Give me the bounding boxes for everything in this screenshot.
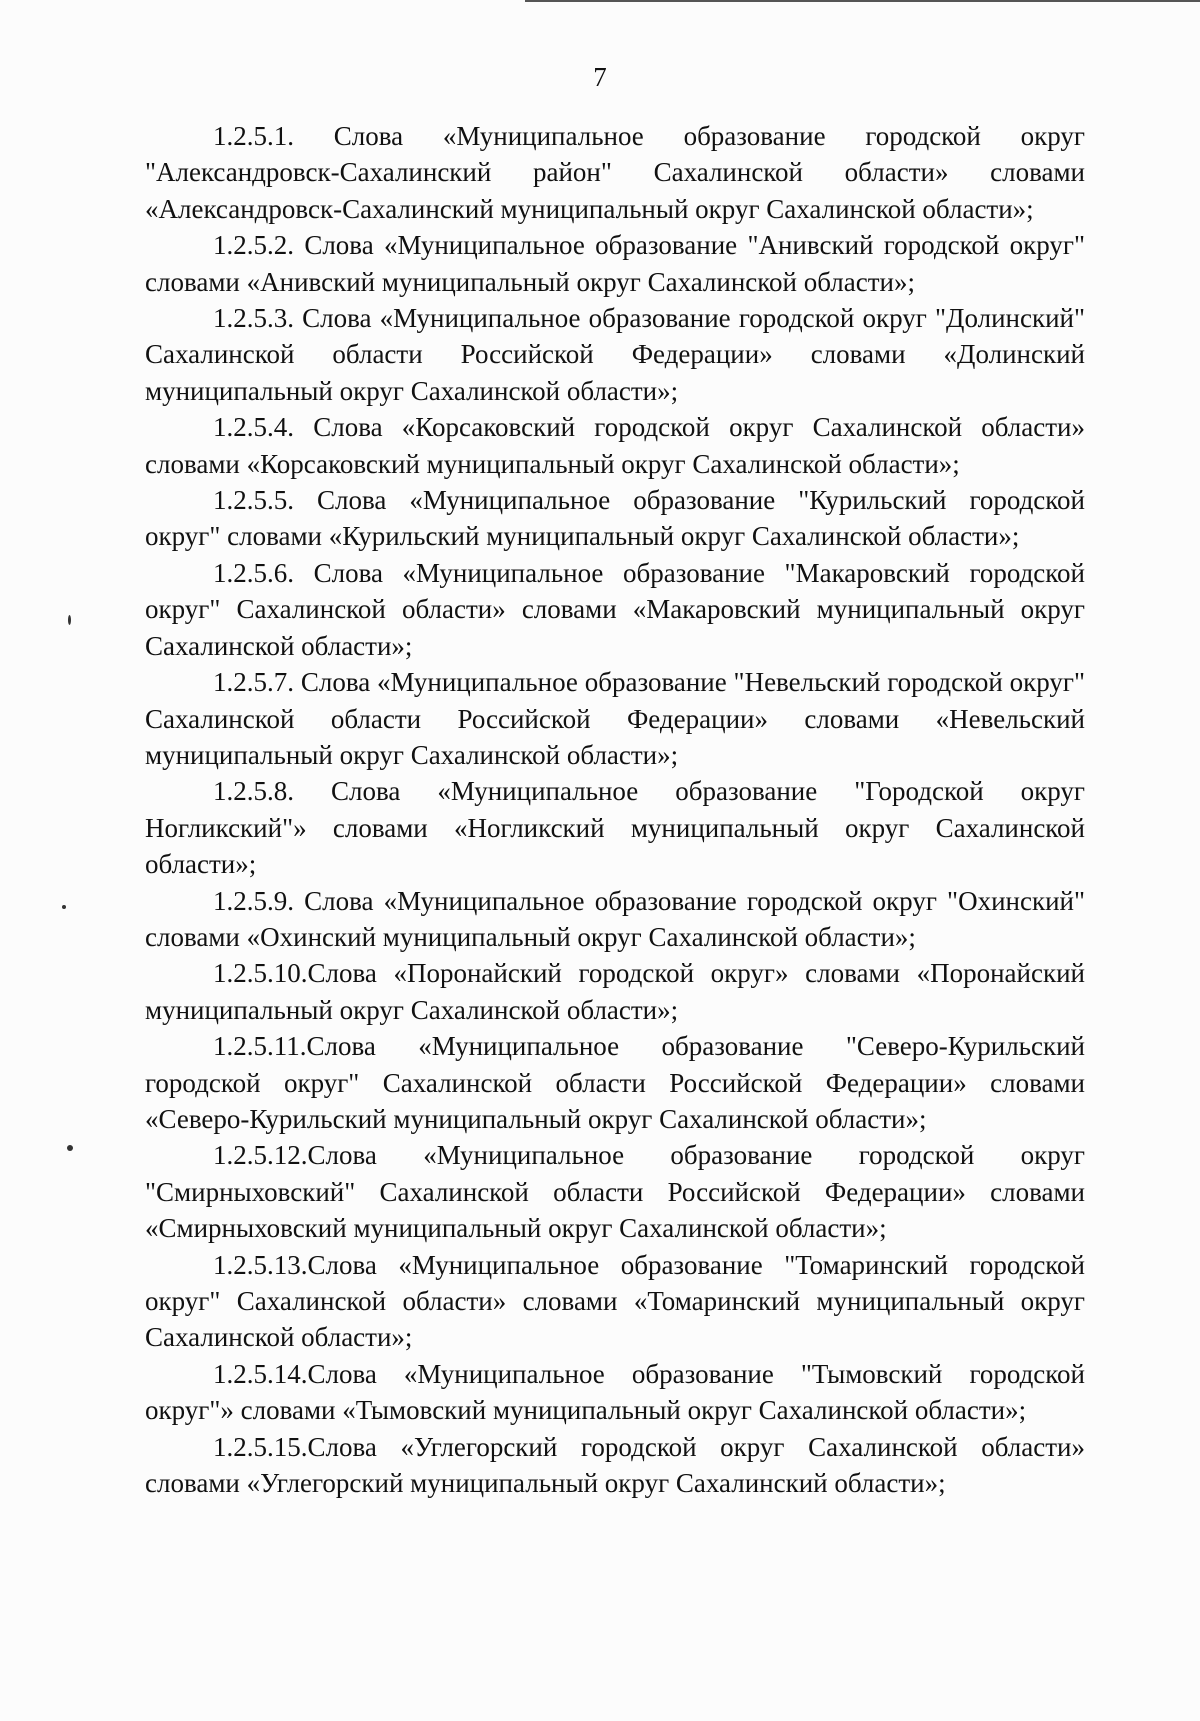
clause-1-2-5-9: 1.2.5.9. Слова «Муниципальное образование городской округ "Охинский" словами «Охинский муниципальный округ Сахалинской области»;: [145, 885, 1085, 952]
clause-1-2-5-10: 1.2.5.10.Слова «Поронайский городской округ» словами «Поронайский муниципальный округ Сахалинской области»;: [145, 958, 1085, 1025]
document-body: [145, 118, 1085, 1501]
clause-1-2-5-3: 1.2.5.3. Слова «Муниципальное образование городской округ "Долинский" Сахалинской области Российской Федерации» словами «Долинский муниципальный округ Сахалинской области»;: [145, 303, 1085, 406]
clause-1-2-5-15: 1.2.5.15.Слова «Углегорский городской округ Сахалинской области» словами «Углегорский муниципальный округ Сахалинский области»;: [145, 1431, 1085, 1499]
clause-1-2-5-7: 1.2.5.7. Слова «Муниципальное образование "Невельский городской округ" Сахалинской области Российской Федерации» словами «Невельский муниципальный округ Сахалинской области»;: [145, 667, 1085, 770]
clause-1-2-5-6: 1.2.5.6. Слова «Муниципальное образование "Макаровский городской округ" Сахалинской области» словами «Макаровский муниципальный округ Сахалинской области»;: [145, 557, 1085, 661]
clause-1-2-5-4: 1.2.5.4. Слова «Корсаковский городской округ Сахалинской области» словами «Корсаковский муниципальный округ Сахалинской области»;: [145, 412, 1085, 479]
clause-1-2-5-14: 1.2.5.14.Слова «Муниципальное образование "Тымовский городской округ"» словами «Тымовский муниципальный округ Сахалинской области»;: [145, 1358, 1085, 1426]
top-rule: [525, 0, 1200, 2]
clause-1-2-5-11: 1.2.5.11.Слова «Муниципальное образование "Северо-Курильский городской округ" Сахалинской области Российской Федерации» словами «Северо-Курильский муниципальный округ Сахалинской области»;: [145, 1031, 1085, 1134]
clause-1-2-5-13: 1.2.5.13.Слова «Муниципальное образование "Томаринский городской округ" Сахалинской области» словами «Томаринский муниципальный округ Сахалинской области»;: [145, 1249, 1085, 1353]
clause-1-2-5-2: 1.2.5.2. Слова «Муниципальное образование "Анивский городской округ" словами «Анивский муниципальный округ Сахалинской области»;: [145, 230, 1085, 297]
scan-speck: [68, 615, 71, 625]
clause-1-2-5-1: 1.2.5.1. Слова «Муниципальное образование городской округ "Александровск-Сахалинский район" Сахалинской области» словами «Александровск-Сахалинский муниципальный округ Сахалинской области»;: [145, 121, 1085, 224]
page-number: 7: [593, 62, 607, 92]
clause-1-2-5-5: 1.2.5.5. Слова «Муниципальное образование "Курильский городской округ" словами «Курильский муниципальный округ Сахалинской области»;: [145, 485, 1085, 552]
scan-speck: [62, 905, 66, 909]
clause-1-2-5-12: 1.2.5.12.Слова «Муниципальное образование городской округ "Смирныховский" Сахалинской области Российской Федерации» словами «Смирныховский муниципальный округ Сахалинской области»;: [145, 1140, 1085, 1244]
clause-1-2-5-8: 1.2.5.8. Слова «Муниципальное образование "Городской округ Ногликский"» словами «Ногликский муниципальный округ Сахалинской области»;: [145, 776, 1085, 880]
scan-speck: [67, 1145, 73, 1151]
